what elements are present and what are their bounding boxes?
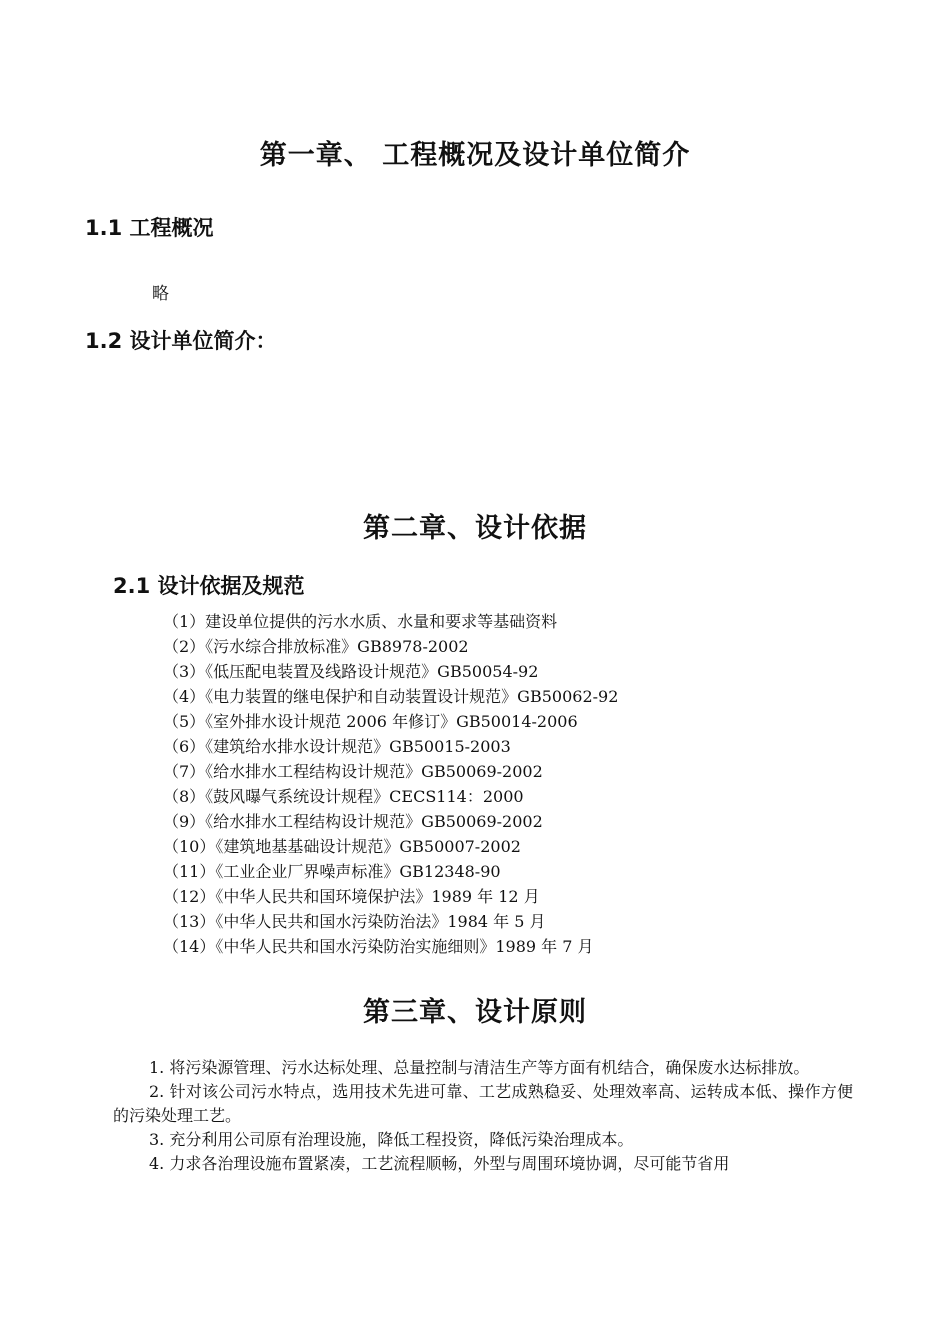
section-1-1-body: 略 xyxy=(152,284,169,304)
reference-item: （6）《建筑给水排水设计规范》GB50015-2003 xyxy=(163,737,511,756)
principle-item: 3. 充分利用公司原有治理设施，降低工程投资，降低污染治理成本。 xyxy=(149,1130,634,1149)
principle-item: 2. 针对该公司污水特点，选用技术先进可靠、工艺成熟稳妥、处理效率高、运转成本低、操作方便的污染处理工艺。 xyxy=(113,1082,853,1125)
reference-item: （1）建设单位提供的污水水质、水量和要求等基础资料 xyxy=(163,612,558,631)
section-1-1-title: 1.1 工程概况 xyxy=(85,216,214,240)
principle-item: 1. 将污染源管理、污水达标处理、总量控制与清洁生产等方面有机结合，确保废水达标排放。 xyxy=(149,1058,810,1077)
reference-item: （7）《给水排水工程结构设计规范》GB50069-2002 xyxy=(163,762,543,781)
reference-item: （3）《低压配电装置及线路设计规范》GB50054-92 xyxy=(163,662,539,681)
reference-list xyxy=(163,609,618,959)
reference-item: （8）《鼓风曝气系统设计规程》CECS114：2000 xyxy=(163,787,524,806)
principles-list xyxy=(113,1056,853,1176)
reference-item: （10）《建筑地基基础设计规范》GB50007-2002 xyxy=(163,837,521,856)
chapter-1-title: 第一章、 工程概况及设计单位简介 xyxy=(259,140,691,171)
principle-item: 4. 力求各治理设施布置紧凑，工艺流程顺畅，外型与周围环境协调，尽可能节省用 xyxy=(149,1154,730,1173)
section-1-2-title: 1.2 设计单位简介： xyxy=(85,329,277,353)
reference-item: （2）《污水综合排放标准》GB8978-2002 xyxy=(163,637,469,656)
reference-item: （14）《中华人民共和国水污染防治实施细则》1989 年 7 月 xyxy=(163,937,594,956)
reference-item: （11）《工业企业厂界噪声标准》GB12348-90 xyxy=(163,862,501,881)
reference-item: （9）《给水排水工程结构设计规范》GB50069-2002 xyxy=(163,812,543,831)
reference-item: （5）《室外排水设计规范 2006 年修订》GB50014-2006 xyxy=(163,712,578,731)
reference-item: （12）《中华人民共和国环境保护法》1989 年 12 月 xyxy=(163,887,540,906)
chapter-3-title: 第三章、设计原则 xyxy=(363,997,587,1028)
chapter-2-title: 第二章、设计依据 xyxy=(363,513,587,544)
reference-item: （13）《中华人民共和国水污染防治法》1984 年 5 月 xyxy=(163,912,546,931)
reference-item: （4）《电力装置的继电保护和自动装置设计规范》GB50062-92 xyxy=(163,687,619,706)
section-2-1-title: 2.1 设计依据及规范 xyxy=(113,574,305,598)
